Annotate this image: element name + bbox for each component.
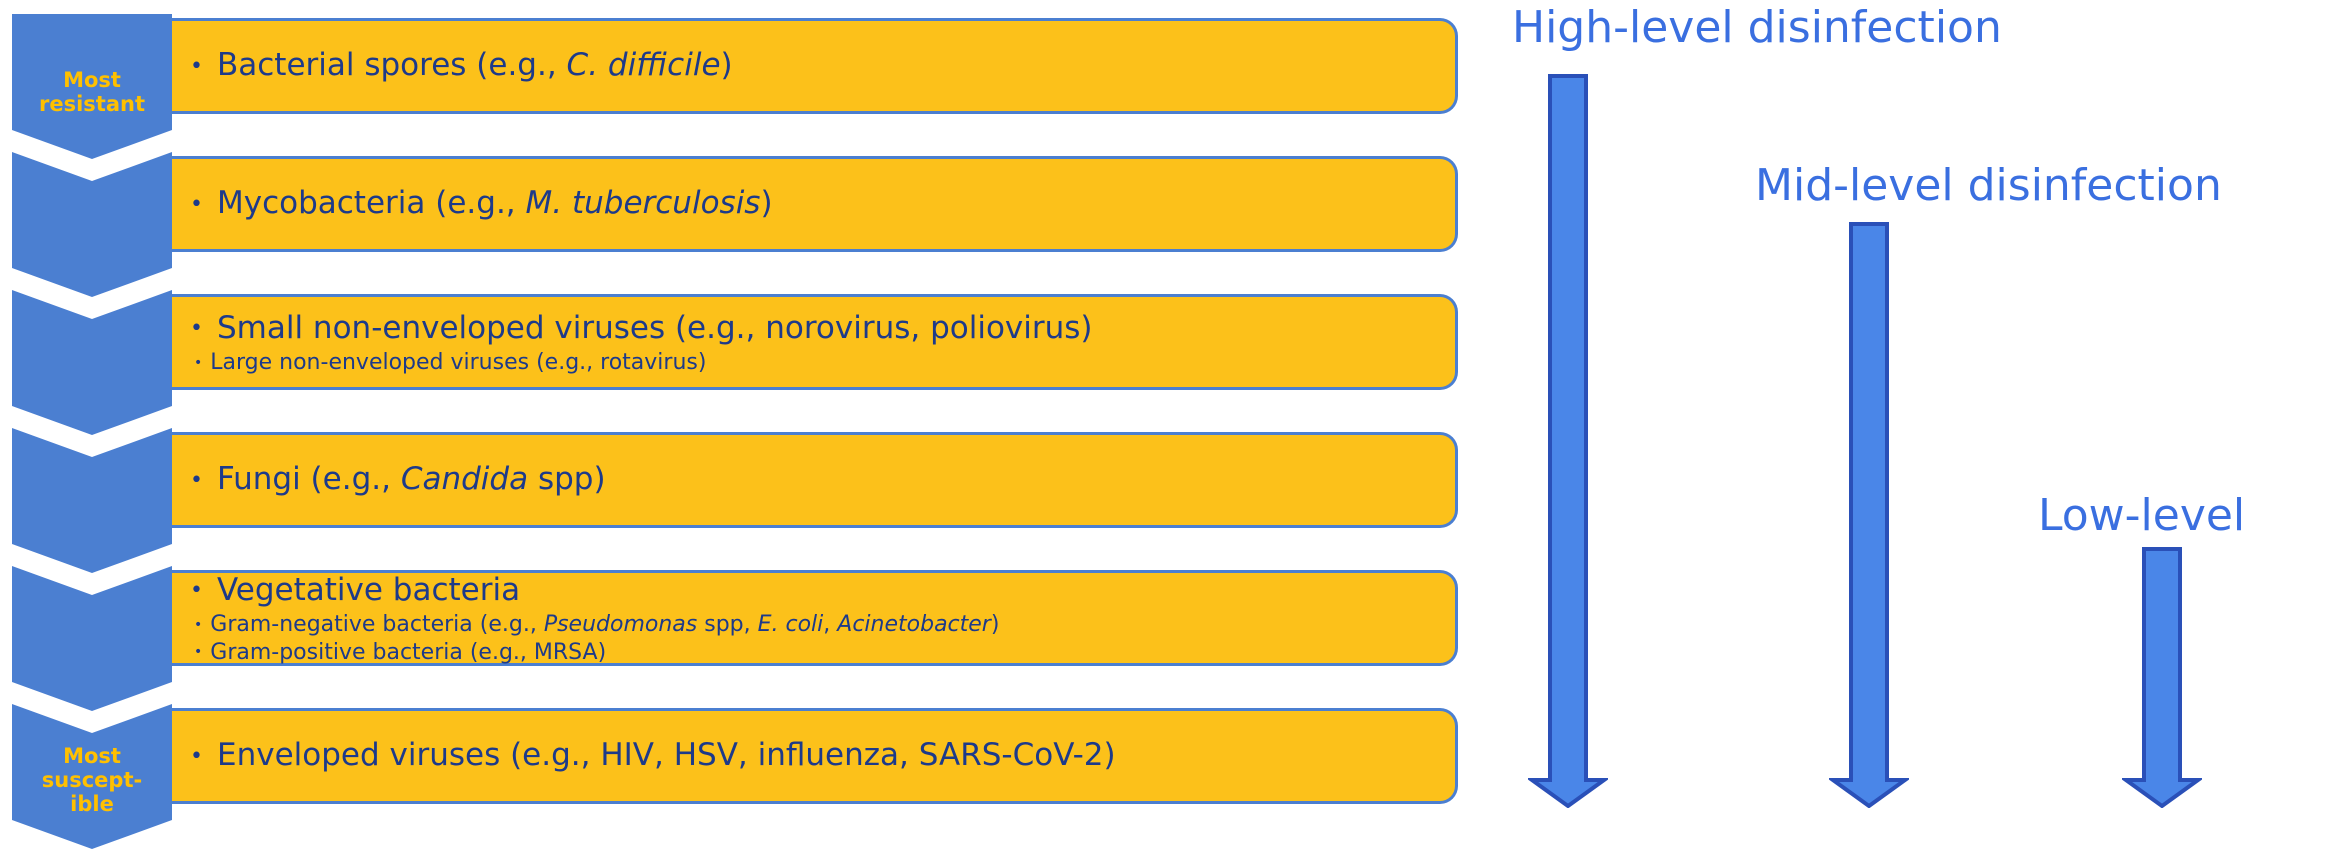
row-text — [217, 461, 606, 497]
organism-box-spores: • Bacterial spores (e.g., C. difficile) — [172, 18, 1458, 114]
chevron-5 — [12, 566, 172, 711]
text-segment: Fungi (e.g., — [216, 461, 401, 498]
row-sub-text — [210, 640, 606, 665]
most-resistant-label — [12, 68, 172, 116]
text-segment: Large non-enveloped viruses (e.g., rotavirus) — [210, 350, 707, 375]
row-text — [217, 737, 1116, 773]
high-level-arrow — [1528, 72, 1608, 808]
chevron-3 — [12, 290, 172, 435]
italic-name: Pseudomonas — [543, 612, 698, 638]
text-segment: Bacterial spores (e.g., — [216, 47, 567, 84]
most-susceptible-line-1: Most — [63, 744, 121, 768]
most-susceptible-label — [12, 744, 172, 816]
organism-box-non-enveloped-viruses: • Small non-enveloped viruses (e.g., norovirus, poliovirus) • Large non-enveloped viruses (e.g., rotavirus) — [172, 294, 1458, 390]
text-segment: ) — [990, 612, 1000, 638]
organism-box-mycobacteria: • Mycobacteria (e.g., M. tuberculosis) — [172, 156, 1458, 252]
row-text — [217, 572, 520, 608]
text-segment: Vegetative bacteria — [216, 571, 521, 608]
text-segment: spp) — [528, 461, 606, 498]
organism-box-enveloped-viruses: • Enveloped viruses (e.g., HIV, HSV, influenza, SARS-CoV-2) — [172, 708, 1458, 804]
row-sub-text — [210, 350, 706, 375]
italic-name: M. tuberculosis — [525, 185, 761, 222]
text-segment: Enveloped viruses (e.g., HIV, HSV, influenza, SARS-CoV-2) — [216, 737, 1116, 774]
italic-name: Candida — [400, 461, 529, 498]
row-text — [217, 310, 1093, 346]
most-resistant-line-1: Most — [63, 68, 121, 92]
most-resistant-line-2: resistant — [39, 92, 145, 116]
text-segment: Gram-positive bacteria (e.g., MRSA) — [210, 639, 607, 665]
row-text — [217, 47, 733, 83]
text-segment: Gram-negative bacteria (e.g., — [210, 612, 544, 638]
italic-name: C. difficile — [566, 47, 721, 84]
most-susceptible-line-2: suscept- — [41, 768, 143, 792]
most-susceptible-line-3: ible — [70, 792, 114, 816]
organism-box-vegetative-bacteria: • Vegetative bacteria • Gram-negative bacteria (e.g., Pseudomonas spp, E. coli, Acinetobacter) • Gram-positive bacteria (e.g., MRSA) — [172, 570, 1458, 666]
chevron-4 — [12, 428, 172, 573]
chevron-2 — [12, 152, 172, 297]
low-level-title: Low-level — [2038, 490, 2246, 541]
row-sub-text — [210, 612, 999, 637]
text-segment: ) — [760, 185, 773, 222]
italic-name: E. coli — [757, 612, 824, 638]
text-segment: Mycobacteria (e.g., — [216, 185, 526, 222]
text-segment: Small non-enveloped viruses (e.g., norovirus, poliovirus) — [216, 309, 1093, 346]
text-segment: ) — [720, 47, 733, 84]
text-segment: , — [823, 612, 838, 638]
text-segment: spp, — [697, 612, 758, 638]
high-level-title: High-level disinfection — [1512, 2, 2002, 53]
row-text — [217, 185, 773, 221]
italic-name: Acinetobacter — [837, 612, 991, 638]
mid-level-title: Mid-level disinfection — [1755, 160, 2222, 211]
mid-level-arrow — [1829, 220, 1909, 808]
low-level-arrow — [2122, 545, 2202, 808]
organism-box-fungi: • Fungi (e.g., Candida spp) — [172, 432, 1458, 528]
